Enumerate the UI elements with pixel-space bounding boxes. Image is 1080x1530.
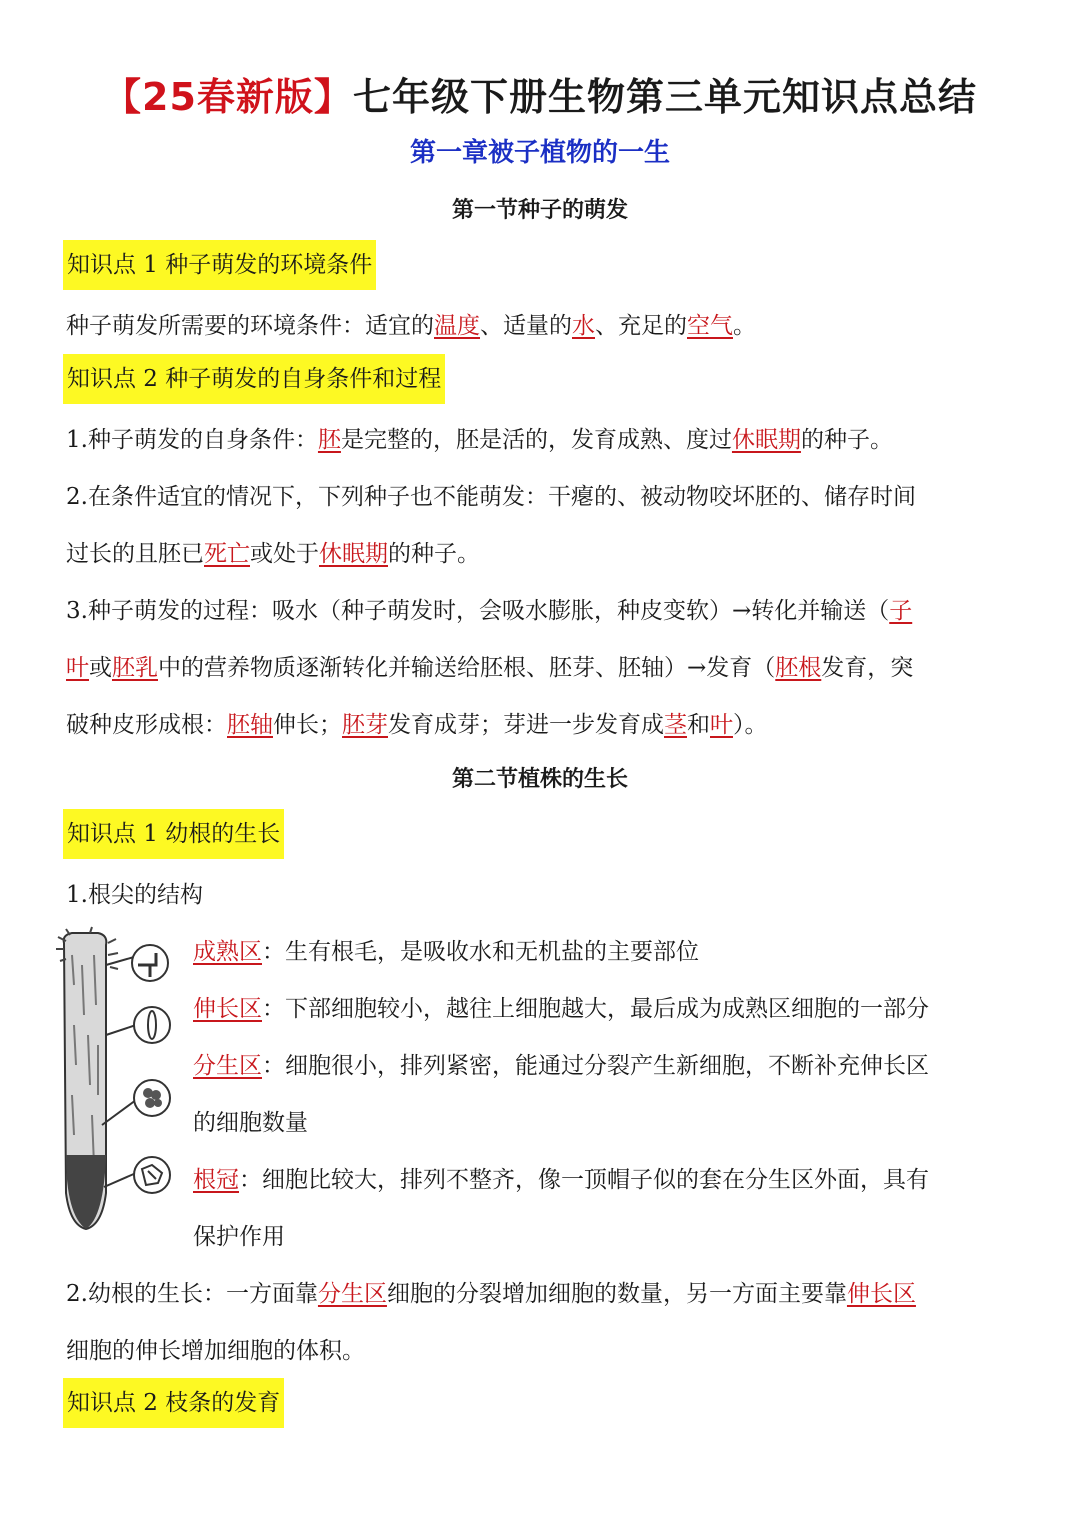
text-span: ：生有根毛，是吸收水和无机盐的主要部位 [262,939,699,965]
keyword: 休眠期 [319,541,388,567]
text-span: 1.种子萌发的自身条件： [66,427,318,453]
text-span: 是完整的，胚是活的，发育成熟、度过 [340,427,732,453]
text-span: ：细胞很小，排列紧密，能通过分裂产生新细胞，不断补充伸长区 [262,1053,929,1079]
paragraph-self-conditions [66,421,893,454]
section-heading-1: 第一节种子的萌发 [451,198,628,223]
keyword: 水 [572,313,595,339]
text-span: 的种子。 [800,427,893,453]
keyword: 分生区 [317,1281,387,1307]
keyword: 茎 [664,712,687,738]
root-zone-meristem-cont: 的细胞数量 [193,1110,308,1136]
paragraph-root-growth-1 [66,1275,916,1308]
keyword: 休眠期 [731,427,801,453]
paragraph-process-1 [66,592,912,625]
title-prefix: 【25春新版】 [103,75,353,119]
text-span: 3.种子萌发的过程：吸水（种子萌发时，会吸水膨胀，种皮变软）→转化并输送（ [66,598,890,624]
section-heading-2: 第二节植株的生长 [451,767,628,792]
keyword: 胚轴 [227,712,273,738]
paragraph-env-conditions [66,307,756,340]
keyword: 叶 [66,655,89,681]
keyword: 死亡 [204,541,250,567]
text-span: 发育成芽；芽进一步发育成 [388,712,664,738]
term: 根冠 [193,1167,239,1193]
paragraph-no-germination-2 [66,535,480,568]
keyword: 伸长区 [846,1281,916,1307]
knowledge-point-heading: 知识点 2 种子萌发的自身条件和过程 [63,354,445,404]
term: 成熟区 [193,939,262,965]
text-span: ）。 [733,712,768,738]
text-span: 的种子。 [388,541,480,567]
text-span: 2.幼根的生长：一方面靠 [66,1281,318,1307]
root-zone-meristem [193,1047,929,1080]
keyword: 胚芽 [342,712,388,738]
root-zone-elongation [193,990,929,1023]
term: 伸长区 [193,996,262,1022]
root-zone-maturation [193,933,699,966]
keyword: 胚乳 [112,655,158,681]
title-main: 七年级下册生物第三单元知识点总结 [352,75,977,119]
text-span: 过长的且胚已 [66,541,204,567]
text-span: ：下部细胞较小，越往上细胞越大，最后成为成熟区细胞的一部分 [262,996,929,1022]
text-span: 伸长； [273,712,342,738]
text-span: 破种皮形成根： [66,712,227,738]
text-span: 发育，突 [821,655,914,681]
keyword: 胚根 [775,655,822,681]
text-span: 中的营养物质逐渐转化并输送给胚根、胚芽、胚轴）→发育（ [158,655,776,681]
text-span: 或 [89,655,112,681]
text-span: ：细胞比较大，排列不整齐，像一顶帽子似的套在分生区外面，具有 [239,1167,929,1193]
text-span: 和 [687,712,710,738]
text-span: 、适量的 [480,313,572,339]
text-span: 细胞的分裂增加细胞的数量，另一方面主要靠 [386,1281,847,1307]
term: 分生区 [193,1053,262,1079]
keyword: 胚 [317,427,341,453]
root-zone-rootcap [193,1161,929,1194]
paragraph-no-germination-1: 2.在条件适宜的情况下，下列种子也不能萌发：干瘪的、被动物咬坏胚的、储存时间 [66,484,916,510]
root-tip-illustration [52,925,182,1235]
text-span: 种子萌发所需要的环境条件：适宜的 [66,313,434,339]
keyword: 温度 [434,313,480,339]
root-structure-title: 1.根尖的结构 [66,882,203,908]
paragraph-root-growth-2: 细胞的伸长增加细胞的体积。 [66,1338,365,1364]
root-zone-rootcap-cont: 保护作用 [193,1224,285,1250]
text-span: 、充足的 [595,313,687,339]
text-span: 或处于 [250,541,319,567]
keyword: 子 [889,598,913,624]
text-span: 。 [733,313,756,339]
knowledge-point-heading: 知识点 1 幼根的生长 [63,809,284,859]
paragraph-process-3 [66,706,768,739]
paragraph-process-2 [66,649,913,682]
knowledge-point-heading: 知识点 2 枝条的发育 [63,1378,284,1428]
keyword: 叶 [710,712,733,738]
keyword: 空气 [687,313,733,339]
knowledge-point-heading: 知识点 1 种子萌发的环境条件 [63,240,376,290]
chapter-heading: 第一章被子植物的一生 [409,138,670,168]
page-title [0,66,1080,121]
